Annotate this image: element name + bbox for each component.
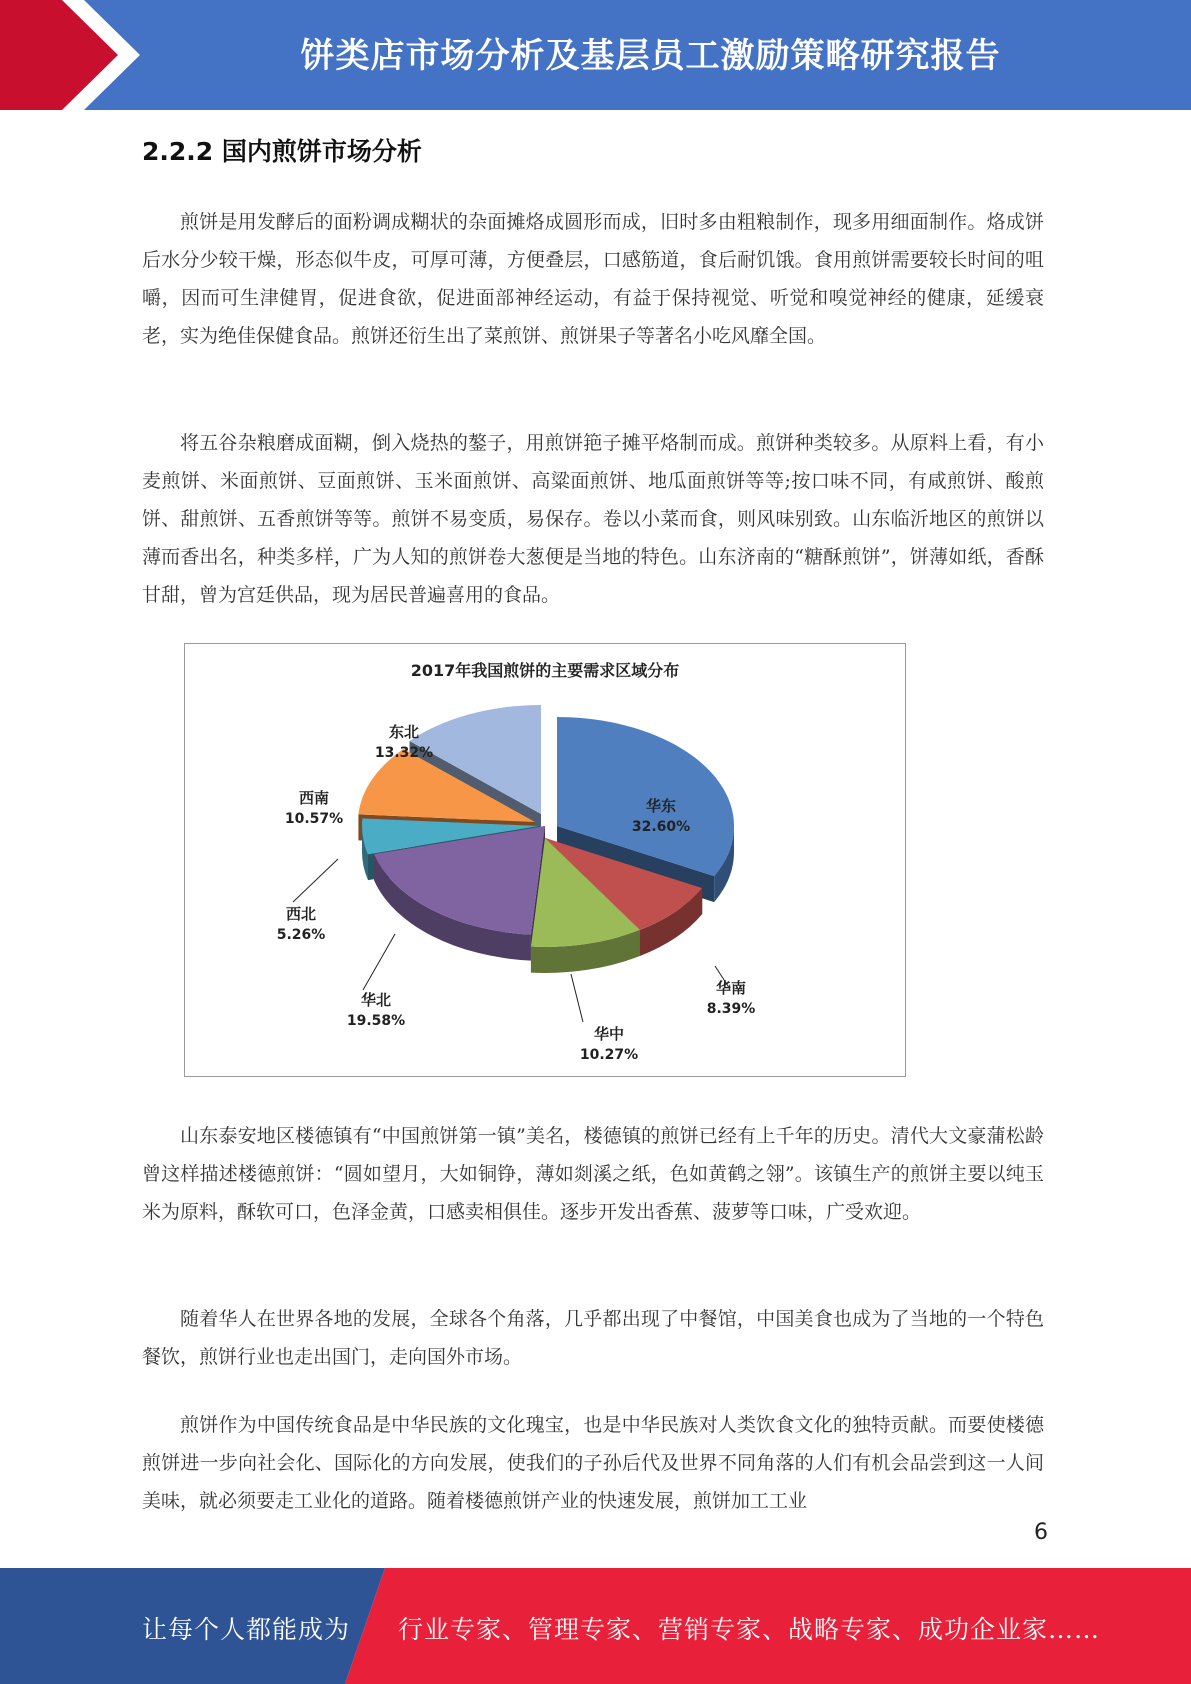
report-title: 饼类店市场分析及基层员工激励策略研究报告 [300,36,1001,76]
slice-name: 西北 [285,905,317,923]
page-header [0,0,1191,110]
header-arrow-decoration [0,0,150,110]
slice-name: 东北 [388,723,419,741]
slice-percent: 8.39% [706,1001,756,1017]
paragraph-1: 煎饼是用发酵后的面粉调成糊状的杂面摊烙成圆形而成，旧时多由粗粮制作，现多用细面制作。烙成饼后水分少较干燥，形态似牛皮，可厚可薄，方便叠层，口感筋道，食后耐饥饿。食用煎饼需要较长时间的咀嚼，因而可生津健胃，促进食欲，促进面部神经运动，有益于保持视觉、听觉和嗅觉神经的健康，延缓衰老，实为绝佳保健食品。煎饼还衍生出了菜煎饼、煎饼果子等著名小吃风靡全国。 [142,211,1044,347]
slice-percent: 10.57% [284,811,344,827]
slice-percent: 19.58% [346,1013,406,1029]
leader-line-2 [571,974,583,1022]
slice-label-huabei [347,990,405,1032]
pie-chart [184,643,906,1077]
slice-percent: 5.26% [276,927,326,943]
slice-name: 华中 [593,1025,624,1043]
paragraph-2: 将五谷杂粮磨成面糊，倒入烧热的鏊子，用煎饼筢子摊平烙制而成。煎饼种类较多。从原料上看，有小麦煎饼、米面煎饼、豆面煎饼、玉米面煎饼、高粱面煎饼、地瓜面煎饼等等;按口味不同，有咸煎饼、酸煎饼、甜煎饼、五香煎饼等等。煎饼不易变质，易保存。卷以小菜而食，则风味别致。山东临沂地区的煎饼以薄而香出名，种类多样，广为人知的煎饼卷大葱便是当地的特色。山东济南的“糖酥煎饼”，饼薄如纸，香酥甘甜，曾为宫廷供品，现为居民普遍喜用的食品。 [142,432,1044,606]
slice-label-huazhong [580,1024,638,1066]
paragraph-3: 山东泰安地区楼德镇有“中国煎饼第一镇”美名，楼德镇的煎饼已经有上千年的历史。清代大文豪蒲松龄曾这样描述楼德煎饼：“圆如望月，大如铜铮，薄如剡溪之纸，色如黄鹤之翎”。该镇生产的煎饼主要以纯玉米为原料，酥软可口，色泽金黄，口感卖相俱佳。逐步开发出香蕉、菠萝等口味，广受欢迎。 [142,1125,1044,1223]
slice-name: 西南 [298,789,329,807]
paragraph-5: 煎饼作为中国传统食品是中华民族的文化瑰宝，也是中华民族对人类饮食文化的独特贡献。而要使楼德煎饼进一步向社会化、国际化的方向发展，使我们的子孙后代及世界不同角落的人们有机会品尝到这一人间美味，就必须要走工业化的道路。随着楼德煎饼产业的快速发展，煎饼加工工业 [142,1414,1044,1512]
slice-label-xibei [277,904,326,946]
slice-label-huadong [632,796,690,838]
slice-label-dongbei [375,722,433,764]
slice-label-huanan [707,978,756,1020]
leader-line-4 [293,859,338,902]
section-heading: 2.2.2 国内煎饼市场分析 [142,137,422,166]
slice-name: 华北 [360,991,391,1009]
paragraph-4: 随着华人在世界各地的发展，全球各个角落，几乎都出现了中餐馆，中国美食也成为了当地的一个特色餐饮，煎饼行业也走出国门，走向国外市场。 [142,1308,1044,1368]
slice-name: 华东 [645,797,676,815]
slice-label-xinan [285,788,343,830]
page-number: 6 [1034,1520,1048,1545]
slice-percent: 13.32% [374,745,434,761]
slice-percent: 32.60% [631,819,691,835]
page-footer [0,1568,1191,1684]
slice-name: 华南 [715,979,747,997]
footer-slogan-right: 行业专家、管理专家、营销专家、战略专家、成功企业家…… [398,1615,1101,1644]
chart-title: 2017年我国煎饼的主要需求区域分布 [410,661,680,680]
leader-line-3 [363,934,395,990]
slice-percent: 10.27% [579,1047,639,1063]
footer-slogan-left: 让每个人都能成为 [142,1615,351,1644]
pie-chart-canvas [185,644,905,1076]
